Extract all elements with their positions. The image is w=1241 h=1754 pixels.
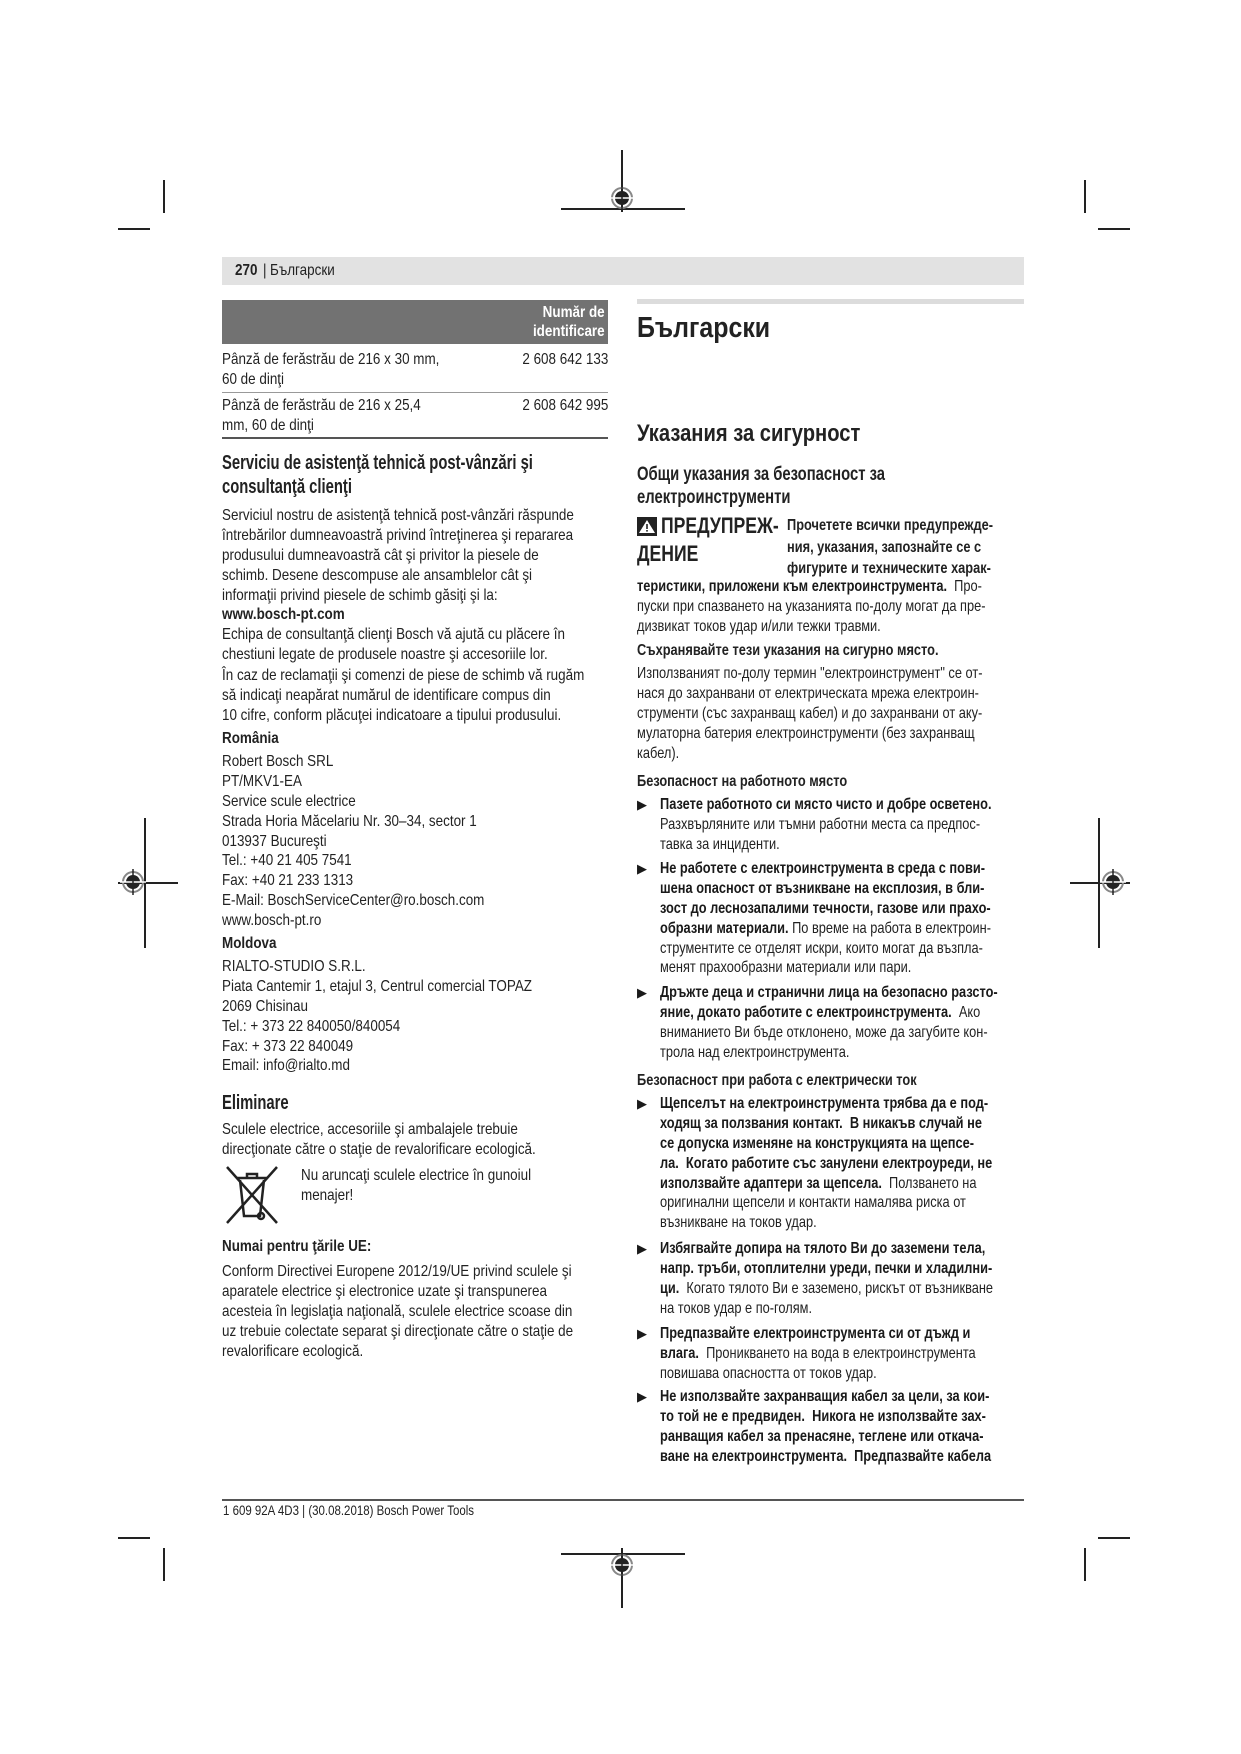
bold-text: напр. тръби, отоплителни уреди, печки и хладилни- [660,1259,993,1277]
disposal-note [301,1166,575,1206]
text-line: Strada Horia Măcelariu Nr. 30–34, sector 1 [222,812,477,830]
moldova-address [222,957,591,1076]
crossed-out-wheelie-bin-icon [225,1164,279,1226]
bold-text: използвайте адаптери за щепсела. [660,1174,882,1192]
part-number: 2 608 642 133 [522,351,608,368]
footer-rule [222,1499,1024,1501]
column-header-id-number [222,300,608,341]
part-number: 2 608 642 995 [522,397,608,414]
bold-text: зост до леснозапалими течности, газове или прахо- [660,899,991,917]
text-line: informaţii privind piesele de schimb găsiţi şi la: [222,586,498,604]
work-area-safety-heading [637,772,900,792]
warning-text [637,577,1073,637]
table-row [222,396,459,436]
bold-text: ла. Когато работите със занулени електроуреди, не [660,1154,993,1172]
text-line [660,1447,991,1467]
text-line: RIALTO-STUDIO S.R.L. [222,958,366,975]
text-line: Fax: + 373 22 840049 [222,1037,354,1055]
text-line: menajer! [301,1186,354,1204]
bold-text: Предпазвайте електроинструмента си от дъжд и [660,1325,971,1342]
keep-instructions [637,641,1014,661]
bold-text: теристики, приложени към електроинструмента. [637,578,948,595]
text-line: aparatele electrice şi electronice uzate şi transpunerea [222,1282,547,1300]
bold-text: влага. [660,1344,699,1362]
romania-heading: România [222,730,279,747]
bold-text: Не използвайте захранващия кабел за цели, за кои- [660,1388,990,1405]
bullet-arrow-icon: ▶ [637,1096,647,1111]
bold-text: ранващия кабел за пренасяне, теглене или откача- [660,1427,984,1445]
regular-text: Ползването на [881,1174,977,1192]
electrical-safety-heading [637,1071,987,1091]
text-line: Pânză de ferăstrău de 216 x 30 mm, [222,351,440,368]
bold-text: се допуска изменяне на конструкцията на щепсе- [660,1134,975,1152]
text-line [660,1344,976,1364]
text-line: трола над електроинструмента. [660,1043,850,1061]
bold-text: Пазете работното си място чисто и добре осветено. [660,796,992,813]
text-line: възникване на токов удар. [660,1214,817,1232]
text-line: кабел). [637,744,680,762]
bold-text: яние, докато работите с електроинструмента. [660,1003,952,1021]
text-line: Съхранявайте тези указания на сигурно място. [637,642,939,659]
text-line: uz trebuie colectate separat şi direcţionate către o staţie de [222,1322,574,1340]
registration-mark-icon [120,869,146,895]
disposal-heading: Eliminare [222,1092,289,1114]
moldova-heading: Moldova [222,935,277,952]
service-heading [222,451,642,499]
text-line [637,577,985,597]
text-line: оригинални щепсели и контакти намалява риска от [660,1194,966,1212]
text-line: струментите се отделят искри, които могат да възпла- [660,939,983,957]
text-line [660,859,991,879]
text-line: Sculele electrice, accesoriile şi ambalajele trebuie [222,1121,518,1138]
service-paragraph [222,506,641,605]
text-line: Piata Cantemir 1, etajul 3, Centrul comercial TOPAZ [222,977,532,995]
safety-heading: Указания за сигурност [637,420,861,447]
warning-label: ДЕНИЕ [637,541,699,566]
text-line: acesteia în legislaţia naţională, sculele electrice scoase din [222,1302,573,1320]
text-line: Serviciu de asistenţă tehnică post-vânzări şi [222,452,533,474]
registration-mark-icon [1100,869,1126,895]
text-line: direcţionate către o staţie de revalorificare ecologică. [222,1140,536,1158]
text-line [660,1427,991,1447]
text-line: Безопасност при работа с електрически ток [637,1072,917,1089]
bullet-arrow-icon: ▶ [637,797,647,812]
bold-text: ване на електроинструмента. Предпазвайте кабела [660,1447,992,1465]
service-paragraph [222,666,653,726]
text-line: În caz de reclamaţii şi comenzi de piese de schimb vă rugăm [222,667,585,684]
text-line: E-Mail: BoschServiceCenter@ro.bosch.com [222,892,485,910]
text-line: повишава опасността от токов удар. [660,1364,877,1382]
text-line: вниманието Ви бъде отклонено, може да загубите кон- [660,1023,988,1041]
text-line: Използваният по-долу термин "електроинструмент" се от- [637,665,983,682]
text-line [660,1174,992,1194]
text-line [660,1154,992,1174]
eu-paragraph [222,1262,640,1361]
registration-mark-icon [609,185,635,211]
text-line: нася до захранвани от електрическата мрежа електроин- [637,684,979,702]
text-line: Pânză de ferăstrău de 216 x 25,4 [222,397,421,414]
text-line [660,1239,993,1259]
text-line [660,1003,998,1023]
text-line: 013937 Bucureşti [222,832,327,850]
text-line: Tel.: +40 21 405 7541 [222,852,352,870]
text-line: www.bosch-pt.ro [222,912,322,930]
text-line: струменти (със захранващ кабел) и до захранвани от аку- [637,704,983,722]
text-line: Robert Bosch SRL [222,753,334,770]
text-line: пуски при спазването на указанията по-долу могат да пре- [637,597,986,615]
romania-address [222,752,534,931]
row-divider [222,392,608,393]
text-line [660,1387,991,1407]
footer-text: 1 609 92A 4D3 | (30.08.2018) Bosch Power Tools [223,1502,475,1518]
page-number: 270 [235,262,258,279]
text-line [660,899,991,919]
text-line [660,1279,993,1299]
text-line: Прочетете всички предупрежде- [787,517,994,534]
text-line: Безопасност на работното място [637,773,848,790]
text-line: тавка за инциденти. [660,835,780,853]
eu-heading: Numai pentru ţările UE: [222,1238,372,1255]
text-line [660,1324,976,1344]
text-line: Fax: +40 21 233 1313 [222,872,354,890]
text-line: mm, 60 de dinţi [222,416,314,434]
table-header [222,300,608,344]
part-name [222,350,481,390]
text-line: Разхвърляните или тъмни работни места са предпос- [660,815,981,833]
text-line: identificare [532,323,605,340]
text-line: 10 cifre, conform plăcuţei indicatoare a tipului produsului. [222,706,562,724]
text-line [660,1407,991,1427]
bold-text: ци. [660,1279,680,1297]
header-separator: | [263,262,267,279]
text-line [660,919,991,939]
bold-text: то той не е предвиден. Никога не използвайте зах- [660,1407,986,1425]
text-line: фигурите и техническите харак- [787,560,991,577]
text-line: Tel.: + 373 22 840050/840054 [222,1017,401,1035]
term-definition [637,664,1069,763]
text-line: 2069 Chisinau [222,997,308,1015]
text-line: PT/MKV1-EA [222,772,302,790]
text-line: consultanţă clienţi [222,476,352,498]
bold-text: ходящ за ползвания контакт. В никакъв случай не [660,1114,982,1132]
general-safety-heading [637,463,955,509]
text-line: дизвикат токов удар и/или тежки травми. [637,617,881,635]
text-line: ния, указания, запознайте се с [787,538,982,556]
text-line: Email: info@rialto.md [222,1057,350,1075]
page-header [222,257,1024,285]
text-line: să indicaţi neapărat numărul de identificare compus din [222,686,551,704]
text-line [660,1094,992,1114]
text-line: 60 de dinţi [222,370,285,388]
bold-text: образни материали. [660,919,789,937]
text-line: produsului dumneavoastră cât şi privitor la piesele de [222,546,539,564]
text-line [660,1259,993,1279]
bold-text: Щепселът на електроинструмента трябва да е под- [660,1095,989,1112]
part-name [222,396,459,436]
section-rule [637,299,1024,304]
text-line: Общи указания за безопасност за [637,464,885,485]
language-title: Български [637,312,771,344]
text-line: мулаторна батерия електроинструменти (без захранващ [637,724,975,742]
text-line [660,1114,992,1134]
text-line: revalorificare ecologică. [222,1342,364,1360]
bullet-arrow-icon: ▶ [637,1389,647,1404]
bosch-website-link[interactable]: www.bosch-pt.com [222,606,345,623]
bullet-arrow-icon: ▶ [637,1326,647,1341]
text-line: менят прахообразни материали или пари. [660,959,912,977]
text-line: Service scule electrice [222,792,356,810]
regular-text: Проникването на вода в електроинструмента [698,1344,976,1362]
warning-side-text [787,515,1045,580]
registration-mark-icon [609,1552,635,1578]
text-line: schimb. Desene descompuse ale ansamblelor cât şi [222,566,533,584]
warning-triangle-icon [637,517,657,536]
bullet-arrow-icon: ▶ [637,861,647,876]
table-bottom-rule [222,437,608,439]
bullet-arrow-icon: ▶ [637,985,647,1000]
regular-text: Ако [951,1003,981,1021]
text-line [660,795,992,815]
bold-text: шена опасност от възникване на експлозия, в бли- [660,879,985,897]
disposal-paragraph [222,1120,596,1160]
table-row [222,350,481,390]
bold-text: Не работете с електроинструмента в среда с пови- [660,860,985,877]
bullet-arrow-icon: ▶ [637,1241,647,1256]
text-line: Serviciul nostru de asistenţă tehnică post-vânzări răspunde [222,507,574,524]
warning-label: ПРЕДУПРЕЖ- [661,513,779,538]
regular-text: Когато тялото Ви е заземено, рискът от възникване [679,1279,994,1297]
text-line [660,1134,992,1154]
text-line [660,879,991,899]
bold-text: Дръжте деца и странични лица на безопасно разсто- [660,984,998,1001]
text-line: Nu aruncaţi sculele electrice în gunoiul [301,1167,532,1184]
text-line: întrebărilor dumneavoastră privind întreţinerea şi repararea [222,526,574,544]
text-line [660,983,998,1003]
service-paragraph [222,625,630,665]
text-line: Echipa de consultanţă clienţi Bosch vă ajută cu plăcere în [222,626,565,643]
regular-text: По време на работа в електроин- [788,919,991,937]
text-line: Număr de [542,304,605,321]
text-line: chestiuni legate de produsele noastre şi accesoriile lor. [222,645,548,663]
text-line: Conform Directivei Europene 2012/19/UE privind sculele şi [222,1263,572,1280]
header-language: Български [270,262,335,279]
bold-text: Избягвайте допира на тялото Ви до заземени тела, [660,1240,986,1257]
regular-text: Про- [947,578,982,595]
text-line: на токов удар е по-голям. [660,1299,813,1317]
text-line: електроинструменти [637,487,791,508]
